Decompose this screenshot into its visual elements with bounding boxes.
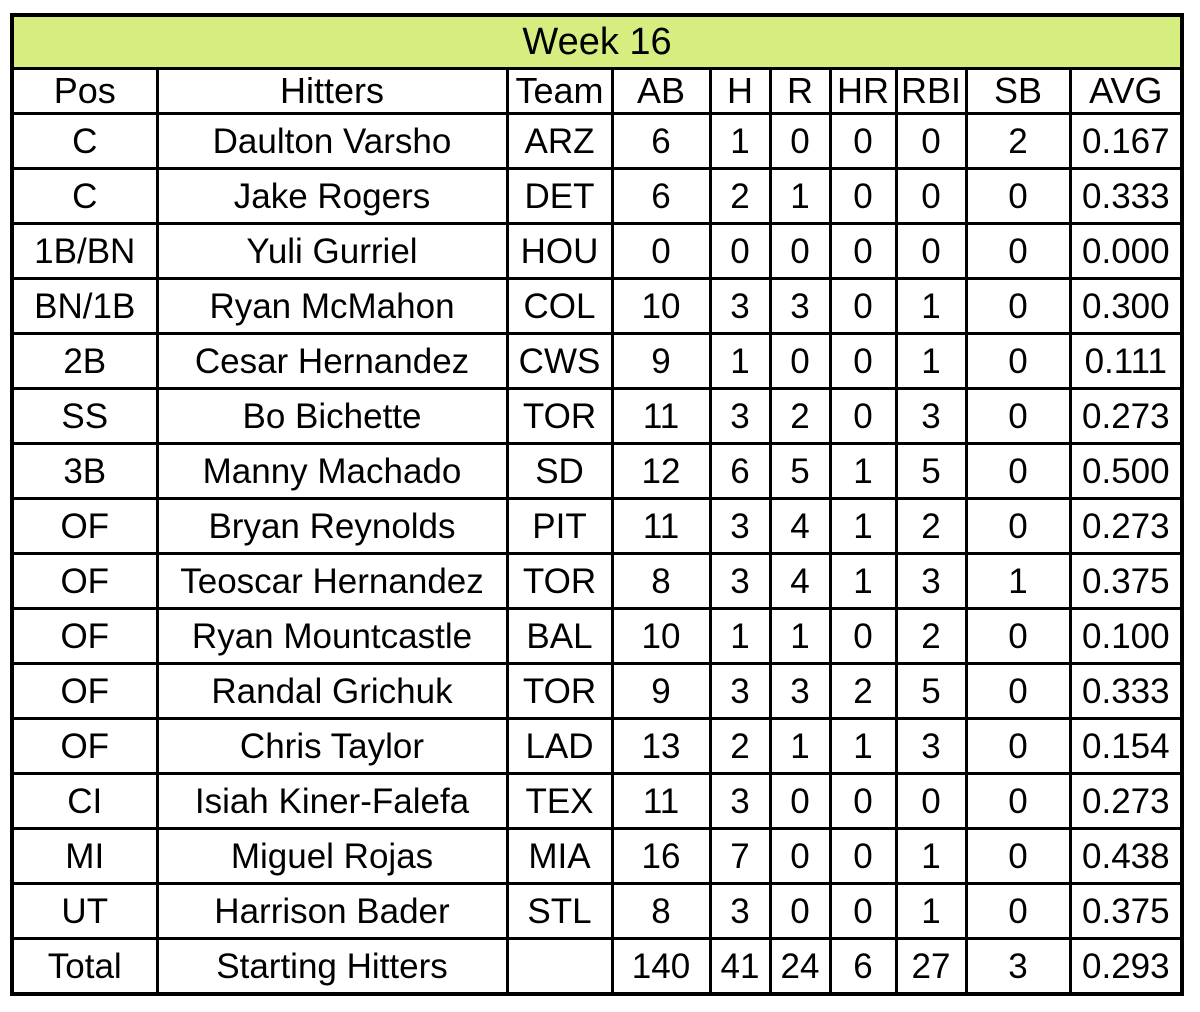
cell-r: 5	[770, 444, 830, 499]
header-row	[12, 69, 1182, 114]
cell-ab: 0	[612, 224, 710, 279]
cell-team: TOR	[507, 664, 612, 719]
cell-pos: BN/1B	[12, 279, 157, 334]
column-header-h: H	[710, 69, 770, 114]
cell-sb: 0	[966, 884, 1070, 939]
cell-team: SD	[507, 444, 612, 499]
cell-sb: 0	[966, 279, 1070, 334]
cell-ab: 10	[612, 279, 710, 334]
hitters-stats-table	[10, 13, 1184, 996]
cell-h: 3	[710, 884, 770, 939]
cell-r: 0	[770, 829, 830, 884]
cell-ab: 10	[612, 609, 710, 664]
cell-pos: UT	[12, 884, 157, 939]
cell-avg: 0.333	[1070, 664, 1182, 719]
cell-hr: 0	[830, 114, 896, 169]
total-cell-rbi: 27	[896, 939, 966, 995]
cell-hitters: Chris Taylor	[157, 719, 507, 774]
cell-h: 3	[710, 279, 770, 334]
cell-pos: C	[12, 169, 157, 224]
cell-r: 3	[770, 664, 830, 719]
cell-ab: 8	[612, 884, 710, 939]
total-cell-sb: 3	[966, 939, 1070, 995]
cell-pos: C	[12, 114, 157, 169]
player-row	[12, 719, 1182, 774]
cell-h: 6	[710, 444, 770, 499]
column-header-avg: AVG	[1070, 69, 1182, 114]
cell-pos: OF	[12, 609, 157, 664]
cell-r: 0	[770, 334, 830, 389]
cell-sb: 0	[966, 169, 1070, 224]
week-title-cell: Week 16	[12, 15, 1182, 69]
cell-r: 2	[770, 389, 830, 444]
cell-pos: OF	[12, 664, 157, 719]
cell-hitters: Yuli Gurriel	[157, 224, 507, 279]
player-row	[12, 609, 1182, 664]
cell-sb: 0	[966, 719, 1070, 774]
cell-hitters: Manny Machado	[157, 444, 507, 499]
cell-avg: 0.154	[1070, 719, 1182, 774]
cell-sb: 2	[966, 114, 1070, 169]
player-row	[12, 389, 1182, 444]
cell-r: 0	[770, 114, 830, 169]
cell-sb: 0	[966, 444, 1070, 499]
cell-avg: 0.375	[1070, 554, 1182, 609]
total-cell-avg: 0.293	[1070, 939, 1182, 995]
cell-hitters: Daulton Varsho	[157, 114, 507, 169]
total-cell-ab: 140	[612, 939, 710, 995]
cell-ab: 6	[612, 169, 710, 224]
cell-r: 4	[770, 499, 830, 554]
cell-sb: 0	[966, 609, 1070, 664]
cell-h: 1	[710, 334, 770, 389]
cell-hitters: Ryan Mountcastle	[157, 609, 507, 664]
cell-sb: 0	[966, 664, 1070, 719]
cell-team: TEX	[507, 774, 612, 829]
cell-rbi: 1	[896, 884, 966, 939]
cell-ab: 8	[612, 554, 710, 609]
player-row	[12, 114, 1182, 169]
cell-avg: 0.273	[1070, 774, 1182, 829]
player-row	[12, 279, 1182, 334]
cell-hr: 0	[830, 224, 896, 279]
cell-hitters: Ryan McMahon	[157, 279, 507, 334]
cell-h: 7	[710, 829, 770, 884]
cell-avg: 0.300	[1070, 279, 1182, 334]
player-row	[12, 444, 1182, 499]
title-row	[12, 15, 1182, 69]
cell-ab: 11	[612, 499, 710, 554]
cell-rbi: 3	[896, 719, 966, 774]
cell-sb: 0	[966, 829, 1070, 884]
cell-h: 1	[710, 609, 770, 664]
cell-hr: 0	[830, 334, 896, 389]
cell-avg: 0.000	[1070, 224, 1182, 279]
total-cell-hitters: Starting Hitters	[157, 939, 507, 995]
cell-pos: CI	[12, 774, 157, 829]
cell-team: HOU	[507, 224, 612, 279]
cell-rbi: 0	[896, 224, 966, 279]
player-row	[12, 774, 1182, 829]
cell-r: 4	[770, 554, 830, 609]
cell-h: 0	[710, 224, 770, 279]
cell-avg: 0.375	[1070, 884, 1182, 939]
cell-r: 3	[770, 279, 830, 334]
cell-sb: 0	[966, 499, 1070, 554]
column-header-hitters: Hitters	[157, 69, 507, 114]
cell-rbi: 3	[896, 389, 966, 444]
cell-avg: 0.273	[1070, 499, 1182, 554]
cell-hr: 0	[830, 774, 896, 829]
cell-pos: OF	[12, 719, 157, 774]
cell-rbi: 0	[896, 114, 966, 169]
cell-rbi: 2	[896, 609, 966, 664]
cell-ab: 11	[612, 389, 710, 444]
cell-hitters: Cesar Hernandez	[157, 334, 507, 389]
cell-team: PIT	[507, 499, 612, 554]
cell-hitters: Bo Bichette	[157, 389, 507, 444]
player-row	[12, 884, 1182, 939]
column-header-sb: SB	[966, 69, 1070, 114]
cell-avg: 0.273	[1070, 389, 1182, 444]
cell-ab: 6	[612, 114, 710, 169]
cell-rbi: 3	[896, 554, 966, 609]
cell-h: 3	[710, 554, 770, 609]
total-row	[12, 939, 1182, 995]
cell-sb: 0	[966, 774, 1070, 829]
player-row	[12, 829, 1182, 884]
cell-rbi: 5	[896, 664, 966, 719]
cell-team: TOR	[507, 554, 612, 609]
table-body	[12, 114, 1182, 995]
cell-rbi: 2	[896, 499, 966, 554]
cell-rbi: 0	[896, 774, 966, 829]
cell-hr: 0	[830, 609, 896, 664]
cell-team: TOR	[507, 389, 612, 444]
cell-hitters: Randal Grichuk	[157, 664, 507, 719]
cell-r: 0	[770, 224, 830, 279]
cell-pos: SS	[12, 389, 157, 444]
cell-hr: 1	[830, 554, 896, 609]
cell-hitters: Harrison Bader	[157, 884, 507, 939]
total-cell-team	[507, 939, 612, 995]
cell-hr: 0	[830, 389, 896, 444]
cell-h: 2	[710, 719, 770, 774]
player-row	[12, 224, 1182, 279]
total-cell-pos: Total	[12, 939, 157, 995]
cell-rbi: 0	[896, 169, 966, 224]
cell-h: 3	[710, 774, 770, 829]
cell-team: CWS	[507, 334, 612, 389]
cell-team: STL	[507, 884, 612, 939]
cell-ab: 9	[612, 334, 710, 389]
cell-avg: 0.500	[1070, 444, 1182, 499]
player-row	[12, 664, 1182, 719]
cell-h: 3	[710, 499, 770, 554]
player-row	[12, 334, 1182, 389]
cell-hr: 0	[830, 169, 896, 224]
cell-team: DET	[507, 169, 612, 224]
cell-h: 2	[710, 169, 770, 224]
cell-avg: 0.111	[1070, 334, 1182, 389]
cell-rbi: 1	[896, 334, 966, 389]
cell-hitters: Bryan Reynolds	[157, 499, 507, 554]
player-row	[12, 169, 1182, 224]
column-header-team: Team	[507, 69, 612, 114]
cell-team: MIA	[507, 829, 612, 884]
cell-team: ARZ	[507, 114, 612, 169]
cell-hr: 0	[830, 279, 896, 334]
cell-sb: 0	[966, 224, 1070, 279]
total-cell-hr: 6	[830, 939, 896, 995]
cell-hitters: Isiah Kiner-Falefa	[157, 774, 507, 829]
cell-pos: 2B	[12, 334, 157, 389]
cell-hr: 2	[830, 664, 896, 719]
cell-ab: 13	[612, 719, 710, 774]
cell-ab: 9	[612, 664, 710, 719]
cell-h: 1	[710, 114, 770, 169]
cell-rbi: 1	[896, 829, 966, 884]
player-row	[12, 554, 1182, 609]
cell-ab: 16	[612, 829, 710, 884]
cell-hr: 0	[830, 884, 896, 939]
column-header-r: R	[770, 69, 830, 114]
cell-ab: 12	[612, 444, 710, 499]
cell-avg: 0.438	[1070, 829, 1182, 884]
cell-sb: 0	[966, 334, 1070, 389]
cell-hr: 1	[830, 719, 896, 774]
column-header-ab: AB	[612, 69, 710, 114]
player-row	[12, 499, 1182, 554]
cell-team: BAL	[507, 609, 612, 664]
cell-r: 0	[770, 774, 830, 829]
cell-team: LAD	[507, 719, 612, 774]
cell-r: 1	[770, 169, 830, 224]
column-header-hr: HR	[830, 69, 896, 114]
cell-pos: 3B	[12, 444, 157, 499]
cell-sb: 0	[966, 389, 1070, 444]
cell-sb: 1	[966, 554, 1070, 609]
cell-avg: 0.167	[1070, 114, 1182, 169]
cell-hitters: Teoscar Hernandez	[157, 554, 507, 609]
cell-r: 0	[770, 884, 830, 939]
cell-r: 1	[770, 719, 830, 774]
column-header-pos: Pos	[12, 69, 157, 114]
cell-h: 3	[710, 664, 770, 719]
total-cell-h: 41	[710, 939, 770, 995]
cell-rbi: 1	[896, 279, 966, 334]
cell-r: 1	[770, 609, 830, 664]
cell-rbi: 5	[896, 444, 966, 499]
cell-ab: 11	[612, 774, 710, 829]
cell-hitters: Miguel Rojas	[157, 829, 507, 884]
cell-pos: MI	[12, 829, 157, 884]
cell-hr: 0	[830, 829, 896, 884]
column-header-rbi: RBI	[896, 69, 966, 114]
cell-pos: 1B/BN	[12, 224, 157, 279]
cell-pos: OF	[12, 554, 157, 609]
cell-avg: 0.100	[1070, 609, 1182, 664]
cell-hr: 1	[830, 444, 896, 499]
cell-hr: 1	[830, 499, 896, 554]
cell-pos: OF	[12, 499, 157, 554]
cell-team: COL	[507, 279, 612, 334]
total-cell-r: 24	[770, 939, 830, 995]
cell-avg: 0.333	[1070, 169, 1182, 224]
cell-h: 3	[710, 389, 770, 444]
cell-hitters: Jake Rogers	[157, 169, 507, 224]
